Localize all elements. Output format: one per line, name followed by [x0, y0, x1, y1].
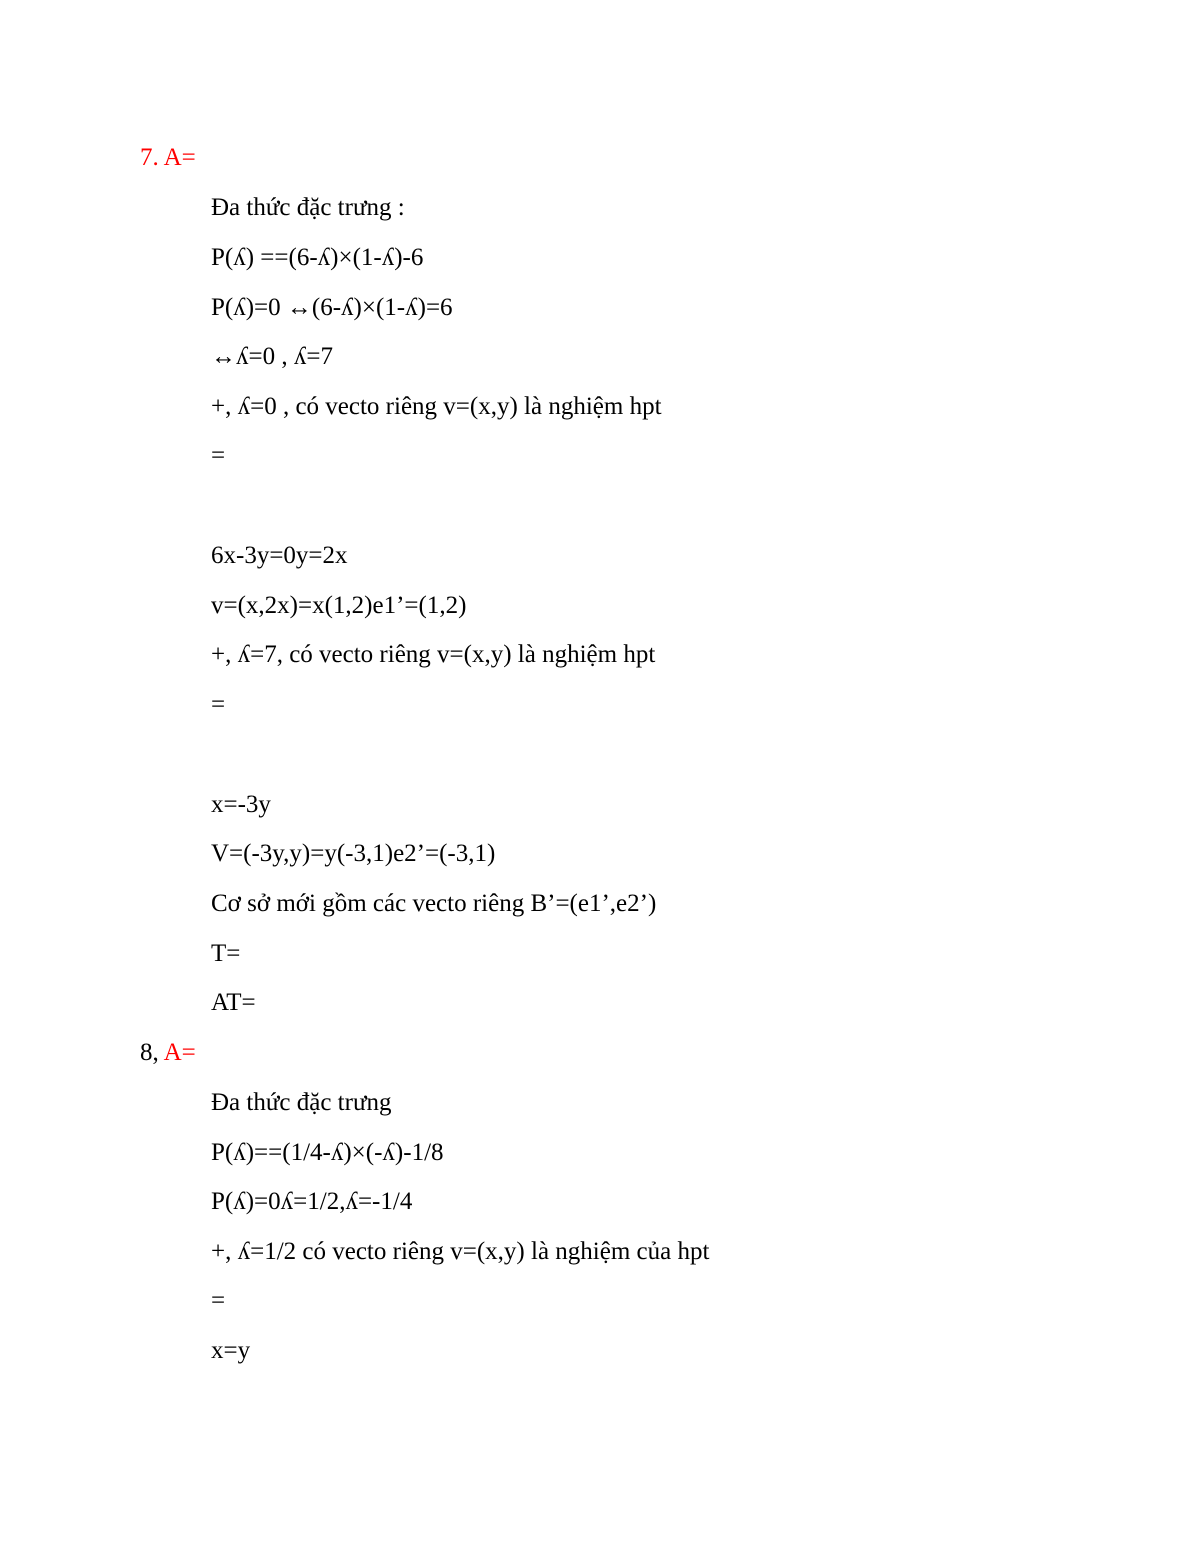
problem-7-heading: 7. A=	[140, 144, 196, 171]
p8-line-6: x=y	[211, 1337, 251, 1364]
p7-line-7: 6x-3y=0y=2x	[211, 542, 348, 569]
p8-line-4: +, ʎ=1/2 có vecto riêng v=(x,y) là nghiệm của hpt	[211, 1238, 710, 1265]
p7-line-2: P(ʎ) ==(6-ʎ)×(1-ʎ)-6	[211, 244, 424, 271]
p7-line-1: Đa thức đặc trưng :	[211, 194, 405, 221]
problem-8-number: 8,	[140, 1039, 164, 1066]
problem-8-matrix-label: A=	[163, 1039, 196, 1066]
p8-line-1: Đa thức đặc trưng	[211, 1089, 392, 1116]
p8-line-5: =	[211, 1287, 226, 1314]
problem-8-heading	[140, 1038, 196, 1068]
p7-line-4: ↔ʎ=0 , ʎ=7	[211, 343, 333, 370]
p7-line-15: AT=	[211, 989, 256, 1016]
p7-line-12: V=(-3y,y)=y(-3,1)e2’=(-3,1)	[211, 840, 496, 867]
p8-line-2: P(ʎ)==(1/4-ʎ)×(-ʎ)-1/8	[211, 1139, 444, 1166]
p7-line-9: +, ʎ=7, có vecto riêng v=(x,y) là nghiệm hpt	[211, 641, 656, 668]
p7-line-3: P(ʎ)=0 ↔(6-ʎ)×(1-ʎ)=6	[211, 294, 453, 321]
p7-line-5: +, ʎ=0 , có vecto riêng v=(x,y) là nghiệm hpt	[211, 393, 662, 420]
p8-line-3: P(ʎ)=0ʎ=1/2,ʎ=-1/4	[211, 1188, 413, 1215]
p7-line-13: Cơ sở mới gồm các vecto riêng B’=(e1’,e2’)	[211, 890, 657, 917]
p7-line-6: =	[211, 442, 226, 469]
p7-line-14: T=	[211, 940, 241, 967]
p7-line-11: x=-3y	[211, 791, 271, 818]
p7-line-10: =	[211, 691, 226, 718]
p7-line-8: v=(x,2x)=x(1,2)e1’=(1,2)	[211, 592, 467, 619]
